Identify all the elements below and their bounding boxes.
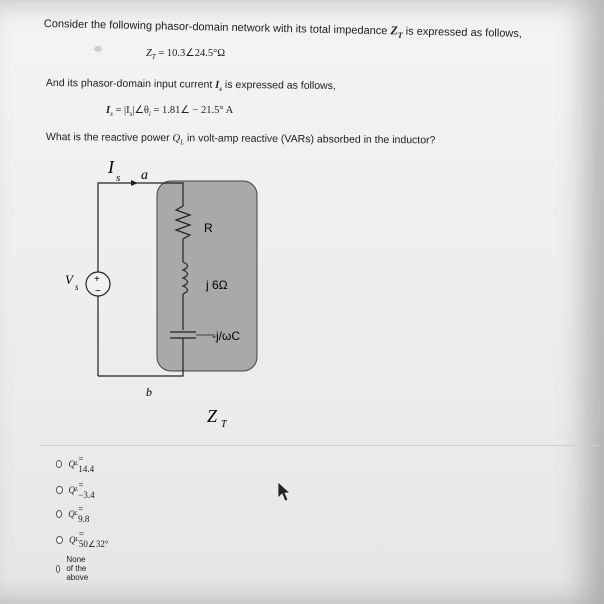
intro-zt-var: $Z_T$ [390, 23, 403, 40]
radio-icon[interactable] [56, 460, 62, 468]
question-ask: What is the reactive power $Q_L$ in volt-amp reactive (VARs) absorbed in the inductor? [45, 131, 436, 147]
radio-icon[interactable] [56, 565, 60, 573]
option-5[interactable]: None of the above [56, 555, 92, 582]
zt-equation: $Z_T$ = 10.3∠24.5°Ω [146, 48, 226, 62]
radio-icon[interactable] [56, 486, 63, 494]
current-label: I [108, 157, 114, 177]
source-minus: − [95, 286, 101, 297]
node-a: a [141, 168, 148, 183]
impedance-box [157, 181, 257, 371]
capacitor-label: -j/ωC [212, 329, 241, 343]
intro-text: Consider the following phasor-domain network with its total impedance [43, 17, 391, 38]
resistor-label: R [204, 221, 213, 235]
option-4[interactable]: Q L = 50∠32° [56, 529, 110, 550]
inductor-label: j 6Ω [206, 278, 228, 292]
current-sub: s [116, 172, 121, 184]
node-b: b [146, 385, 152, 399]
radio-icon[interactable] [56, 510, 62, 518]
intro-suffix: is expressed as follows, [402, 25, 522, 41]
separator [40, 445, 600, 446]
option-2[interactable]: Q L = −3.4 [56, 480, 96, 500]
current-arrow-icon [131, 180, 138, 186]
source-plus: + [94, 274, 100, 285]
radio-icon[interactable] [56, 536, 63, 544]
current-equation: $I_s$ = $|I_s|\angle\theta_i$ = 1.81∠ − 21.5° A [106, 105, 234, 119]
option-1[interactable]: Q L = 14.4 [56, 454, 96, 474]
impedance-label: Z [207, 406, 218, 426]
current-intro: And its phasor-domain input current $I_s$ is expressed as follows, [45, 77, 336, 93]
source-label: V [65, 272, 73, 287]
option-3[interactable]: Q L = 9.8 [56, 504, 91, 524]
mouse-cursor-icon [277, 481, 293, 503]
source-sub: s [75, 282, 79, 292]
impedance-sub: T [221, 419, 227, 430]
